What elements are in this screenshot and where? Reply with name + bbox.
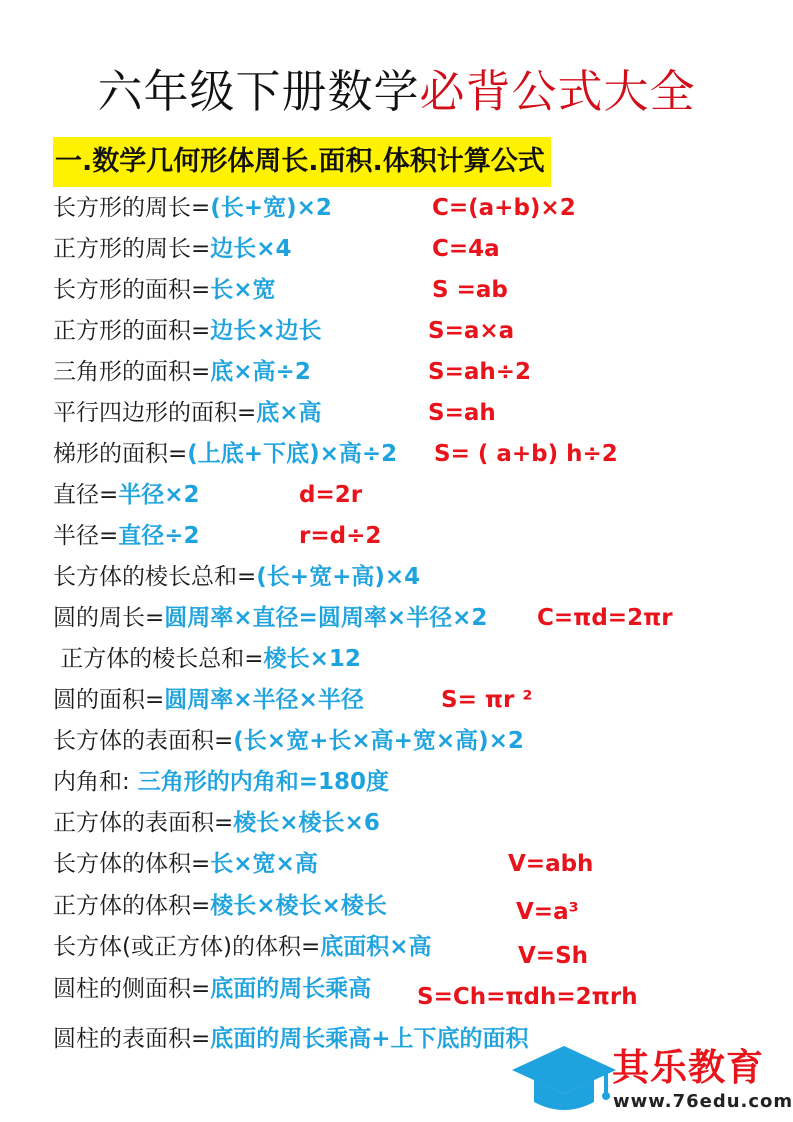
formula-text: (长+宽)×2 <box>210 195 332 221</box>
formula-text: 直径÷2 <box>118 523 200 549</box>
formula-label: 正方形的周长= <box>53 236 211 262</box>
formula-label: 长方体(或正方体)的体积= <box>53 934 321 960</box>
formula-symbol: S= πr ² <box>441 687 533 713</box>
formula-row-circle-circumference <box>53 601 487 635</box>
formula-row-cube-edge-total <box>53 642 361 676</box>
formula-row-parallelogram-area <box>53 396 322 430</box>
section-heading: 一.数学几何形体周长.面积.体积计算公式 <box>53 137 551 187</box>
formula-symbol: S=ah÷2 <box>428 359 532 385</box>
formula-text: 棱长×12 <box>263 646 361 672</box>
formula-label: 长方形的周长= <box>53 195 211 221</box>
formula-symbol: C=4a <box>432 236 500 262</box>
formula-text: (上底+下底)×高÷2 <box>187 441 398 467</box>
formula-text: 底面的周长乘高 <box>210 976 372 1002</box>
formula-row-diameter <box>53 478 200 512</box>
formula-row-cuboid-volume <box>53 847 318 881</box>
formula-text: 边长×4 <box>210 236 292 262</box>
formula-label: 正方体的体积= <box>53 893 211 919</box>
logo-brand-name: 其乐教育 <box>612 1046 764 1089</box>
logo-url: www.76edu.com <box>613 1091 793 1112</box>
formula-row-radius <box>53 519 200 553</box>
formula-symbol: r=d÷2 <box>299 523 382 549</box>
formula-text: 底面积×高 <box>320 934 432 960</box>
formula-text: 三角形的内角和=180度 <box>129 769 390 795</box>
formula-text: 长×宽 <box>210 277 276 303</box>
formula-symbol: C=πd=2πr <box>537 605 673 631</box>
formula-label: 长方体的体积= <box>53 851 211 877</box>
formula-label: 圆柱的表面积= <box>53 1026 211 1052</box>
page-title <box>0 62 793 122</box>
formula-symbol: d=2r <box>299 482 363 508</box>
formula-label: 长方形的面积= <box>53 277 211 303</box>
formula-symbol: V=abh <box>508 851 594 877</box>
formula-symbol: S= ( a+b) h÷2 <box>434 441 618 467</box>
formula-row-cuboid-surface <box>53 724 524 758</box>
formula-text: 半径×2 <box>118 482 200 508</box>
formula-label: 正方形的面积= <box>53 318 211 344</box>
formula-text: (长×宽+长×高+宽×高)×2 <box>233 728 524 754</box>
formula-symbol: C=(a+b)×2 <box>432 195 576 221</box>
formula-label: 圆的周长= <box>53 605 165 631</box>
formula-row-rect-area <box>53 273 276 307</box>
formula-row-trapezoid-area <box>53 437 397 471</box>
formula-label: 三角形的面积= <box>53 359 211 385</box>
formula-row-interior-angle <box>53 765 389 799</box>
formula-label: 圆的面积= <box>53 687 165 713</box>
formula-text: 圆周率×直径=圆周率×半径×2 <box>164 605 488 631</box>
formula-symbol: V=a³ <box>516 899 579 925</box>
title-part-red: 必背公式大全 <box>419 65 696 118</box>
formula-symbol: S=ah <box>428 400 496 426</box>
formula-row-circle-area <box>53 683 364 717</box>
formula-text: 长×宽×高 <box>210 851 318 877</box>
formula-label: 半径= <box>53 523 119 549</box>
formula-symbol: S=Ch=πdh=2πrh <box>417 984 638 1010</box>
formula-row-cylinder-lateral <box>53 972 371 1006</box>
formula-label: 内角和: <box>53 769 130 795</box>
formula-row-prism-volume <box>53 930 432 964</box>
formula-text: 底×高 <box>256 400 322 426</box>
formula-text: 棱长×棱长×棱长 <box>210 893 387 919</box>
formula-text: 底面的周长乘高+上下底的面积 <box>210 1026 529 1052</box>
formula-label: 长方体的表面积= <box>53 728 234 754</box>
formula-text: 底×高÷2 <box>210 359 311 385</box>
formula-text: (长+宽+高)×4 <box>256 564 421 590</box>
formula-label: 正方体的表面积= <box>53 810 234 836</box>
formula-row-cube-volume <box>53 889 387 923</box>
formula-row-cuboid-edge-total <box>53 560 420 594</box>
formula-symbol: V=Sh <box>518 943 589 969</box>
formula-label: 平行四边形的面积= <box>53 400 257 426</box>
formula-label: 梯形的面积= <box>53 441 188 467</box>
formula-symbol: S =ab <box>432 277 508 303</box>
formula-label: 直径= <box>53 482 119 508</box>
formula-symbol: S=a×a <box>428 318 515 344</box>
formula-text: 边长×边长 <box>210 318 322 344</box>
formula-row-square-perimeter <box>53 232 292 266</box>
formula-row-triangle-area <box>53 355 311 389</box>
formula-row-cube-surface <box>53 806 380 840</box>
formula-row-rect-perimeter <box>53 191 332 225</box>
formula-text: 棱长×棱长×6 <box>233 810 380 836</box>
formula-text: 圆周率×半径×半径 <box>164 687 364 713</box>
formula-label: 正方体的棱长总和= <box>53 646 264 672</box>
formula-row-cylinder-surface <box>53 1022 529 1056</box>
formula-row-square-area <box>53 314 322 348</box>
formula-label: 圆柱的侧面积= <box>53 976 211 1002</box>
formula-label: 长方体的棱长总和= <box>53 564 257 590</box>
title-part-black: 六年级下册数学 <box>97 65 420 118</box>
